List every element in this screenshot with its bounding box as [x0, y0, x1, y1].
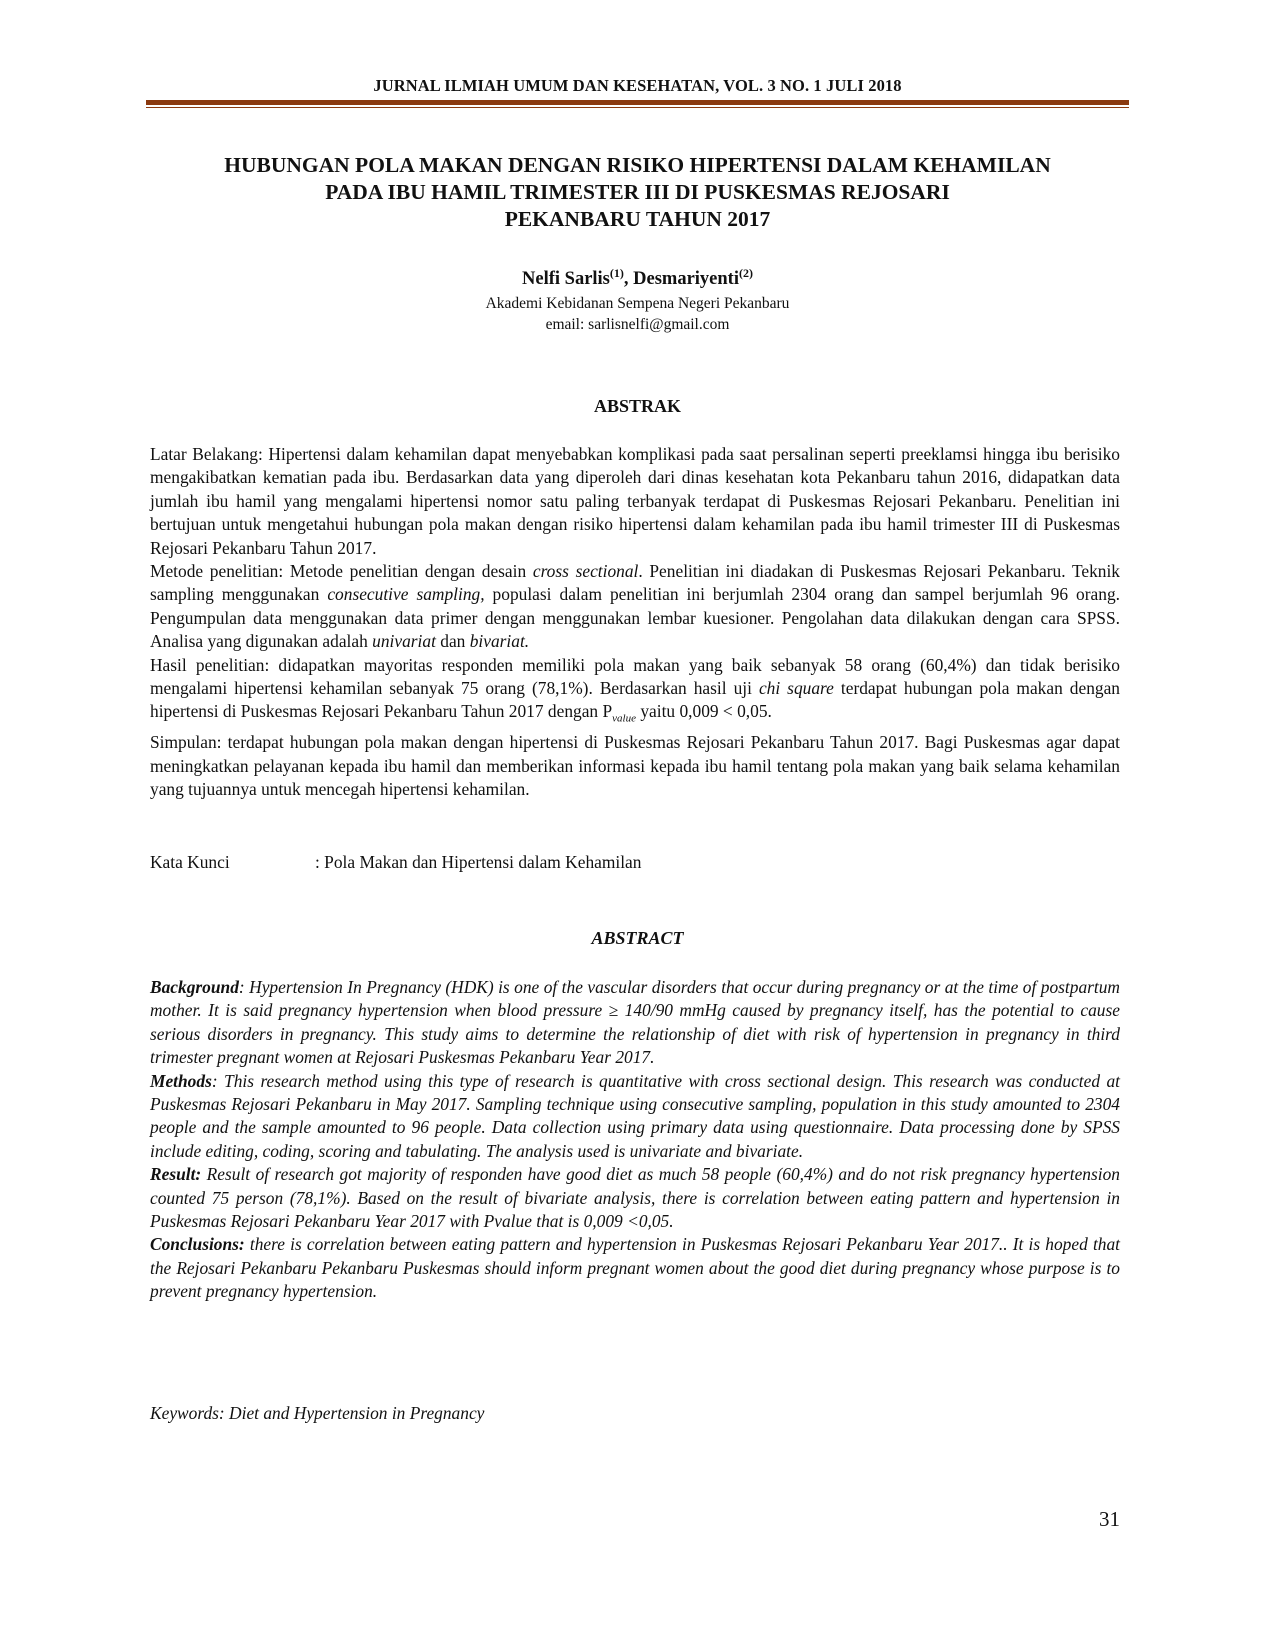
- text-run: Hasil penelitian: didapatkan mayoritas responden memiliki pola makan yang baik sebanyak 58 orang (60,4%) dan tidak berisiko mengalami hipertensi kehamilan sebanyak 75 orang (78,1%). Berdasarkan hasil uji: [150, 654, 1120, 699]
- header-rule-thin: [146, 107, 1129, 108]
- title-line: HUBUNGAN POLA MAKAN DENGAN RISIKO HIPERTENSI DALAM KEHAMILAN: [224, 153, 1051, 177]
- italic-term: univariat: [372, 631, 436, 652]
- text-run: Result of research got majority of responden have good diet as much 58 people (60,4%) and do not risk pregnancy hypertension counted 75 person (78,1%). Based on the result of bivariate analysis, there is correlation between eating pattern and hypertension in Puskesmas Rejosari Pekanbaru Year 2017 with Pvalue that is 0,009 <0,05.: [150, 1164, 1120, 1232]
- abstract-methods: [150, 1070, 1120, 1164]
- p-value-subscript: value: [612, 712, 636, 725]
- section-label: Methods: [150, 1070, 212, 1091]
- text-run: dan: [435, 631, 470, 652]
- italic-term: cross sectional: [532, 561, 639, 582]
- abstrak-latar-belakang: Latar Belakang: Hipertensi dalam kehamilan dapat menyebabkan komplikasi pada saat persalinan seperti preeklamsi hingga ibu berisiko mengakibatkan kematian pada ibu. Berdasarkan data yang diperoleh dari dinas kesehatan kota Pekanbaru tahun 2016, didapatkan data jumlah ibu hamil yang mengalami hipertensi nomor satu paling terbanyak terdapat di Puskesmas Rejosari Pekanbaru. Penelitian ini bertujuan untuk mengetahui hubungan pola makan dengan risiko hipertensi dalam kehamilan pada ibu hamil trimester III di Puskesmas Rejosari Pekanbaru Tahun 2017.: [150, 444, 1120, 558]
- abstrak-body: [150, 443, 1120, 802]
- text-run: : This research method using this type of research is quantitative with cross sectional design. This research was conducted at Puskesmas Rejosari Pekanbaru in May 2017. Sampling technique using consecutive sampling, population in this study amounted to 2304 people and the sample amounted to 96 people. Data collection using primary data using questionnaire. Data processing done by SPSS include editing, coding, scoring and tabulating. The analysis used is univariate and bivariate.: [150, 1070, 1120, 1161]
- header-rule: [146, 100, 1129, 108]
- section-label: Conclusions:: [150, 1234, 245, 1255]
- text-run: : Hypertension In Pregnancy (HDK) is one of the vascular disorders that occur during pregnancy or at the time of postpartum mother. It is said pregnancy hypertension when blood pressure ≥ 140/90 mmHg caused by pregnancy itself, has the potential to cause serious disorders in pregnancy. This study aims to determine the relationship of diet with risk of hypertension in pregnancy in third trimester pregnant women at Rejosari Puskesmas Pekanbaru Year 2017.: [150, 977, 1120, 1068]
- italic-term: consecutive sampling,: [327, 584, 485, 605]
- title-line: PADA IBU HAMIL TRIMESTER III DI PUSKESMAS REJOSARI: [325, 180, 950, 204]
- abstract-result: [150, 1163, 1120, 1233]
- journal-header: JURNAL ILMIAH UMUM DAN KESEHATAN, VOL. 3 NO. 1 JULI 2018: [373, 76, 902, 95]
- keywords: Keywords: Diet and Hypertension in Pregnancy: [150, 1403, 485, 1423]
- title-line: PEKANBARU TAHUN 2017: [504, 207, 771, 231]
- author-separator: ,: [623, 269, 634, 290]
- abstrak-metode: [150, 560, 1120, 654]
- section-label: Result:: [150, 1164, 202, 1185]
- kata-kunci-value: : Pola Makan dan Hipertensi dalam Kehamilan: [315, 852, 642, 872]
- page-number: 31: [1099, 1507, 1120, 1531]
- kata-kunci-label: Kata Kunci: [150, 852, 230, 872]
- text-run: there is correlation between eating pattern and hypertension in Puskesmas Rejosari Pekanbaru Year 2017.. It is hoped that the Rejosari Pekanbaru Pekanbaru Puskesmas should inform pregnant women about the good diet during pregnancy whose purpose is to prevent pregnancy hypertension.: [150, 1234, 1120, 1302]
- authors: [146, 266, 1129, 290]
- italic-term: chi square: [758, 678, 834, 699]
- author-name: Desmariyenti: [633, 269, 739, 290]
- author-name: Nelfi Sarlis: [522, 269, 610, 290]
- text-run: yaitu 0,009 < 0,05.: [635, 701, 772, 722]
- author-affiliation-mark: (2): [738, 266, 753, 280]
- text-run: populasi dalam penelitian ini berjumlah 2304 orang dan sampel berjumlah 96 orang. Pengumpulan data menggunakan data primer dengan menggunakan lembar kuesioner. Pengolahan data dilakukan dengan cara SPSS. Analisa yang digunakan adalah: [150, 584, 1121, 652]
- abstrak-simpulan: Simpulan: terdapat hubungan pola makan dengan hipertensi di Puskesmas Rejosari Pekanbaru Tahun 2017. Bagi Puskesmas agar dapat meningkatkan pelayanan kepada ibu hamil dan memberikan informasi kepada ibu hamil tentang pola makan yang baik selama kehamilan yang tujuannya untuk mencegah hipertensi kehamilan.: [150, 732, 1120, 800]
- abstract-background: [150, 976, 1120, 1070]
- text-run: terdapat hubungan pola makan dengan hipertensi di Puskesmas Rejosari Pekanbaru Tahun 2017 dengan P: [150, 678, 1120, 722]
- header-rule-thick: [146, 100, 1129, 105]
- author-email: email: sarlisnelfi@gmail.com: [545, 316, 730, 333]
- abstrak-hasil: [150, 654, 1120, 732]
- text-run: . Penelitian ini diadakan di Puskesmas Rejosari Pekanbaru. Teknik sampling menggunakan: [150, 561, 1120, 605]
- abstract-heading: ABSTRACT: [591, 928, 684, 948]
- paper-title: [146, 152, 1129, 233]
- affiliation: Akademi Kebidanan Sempena Negeri Pekanbaru: [485, 295, 790, 312]
- text-run: Metode penelitian: Metode penelitian dengan desain: [150, 561, 533, 582]
- abstract-conclusions: [150, 1233, 1120, 1303]
- section-label: Background: [150, 977, 239, 997]
- italic-term: bivariat.: [469, 631, 530, 652]
- abstrak-heading: ABSTRAK: [593, 396, 682, 416]
- author-affiliation-mark: (1): [609, 266, 624, 280]
- abstract-body: [150, 976, 1120, 1304]
- kata-kunci: [150, 852, 641, 873]
